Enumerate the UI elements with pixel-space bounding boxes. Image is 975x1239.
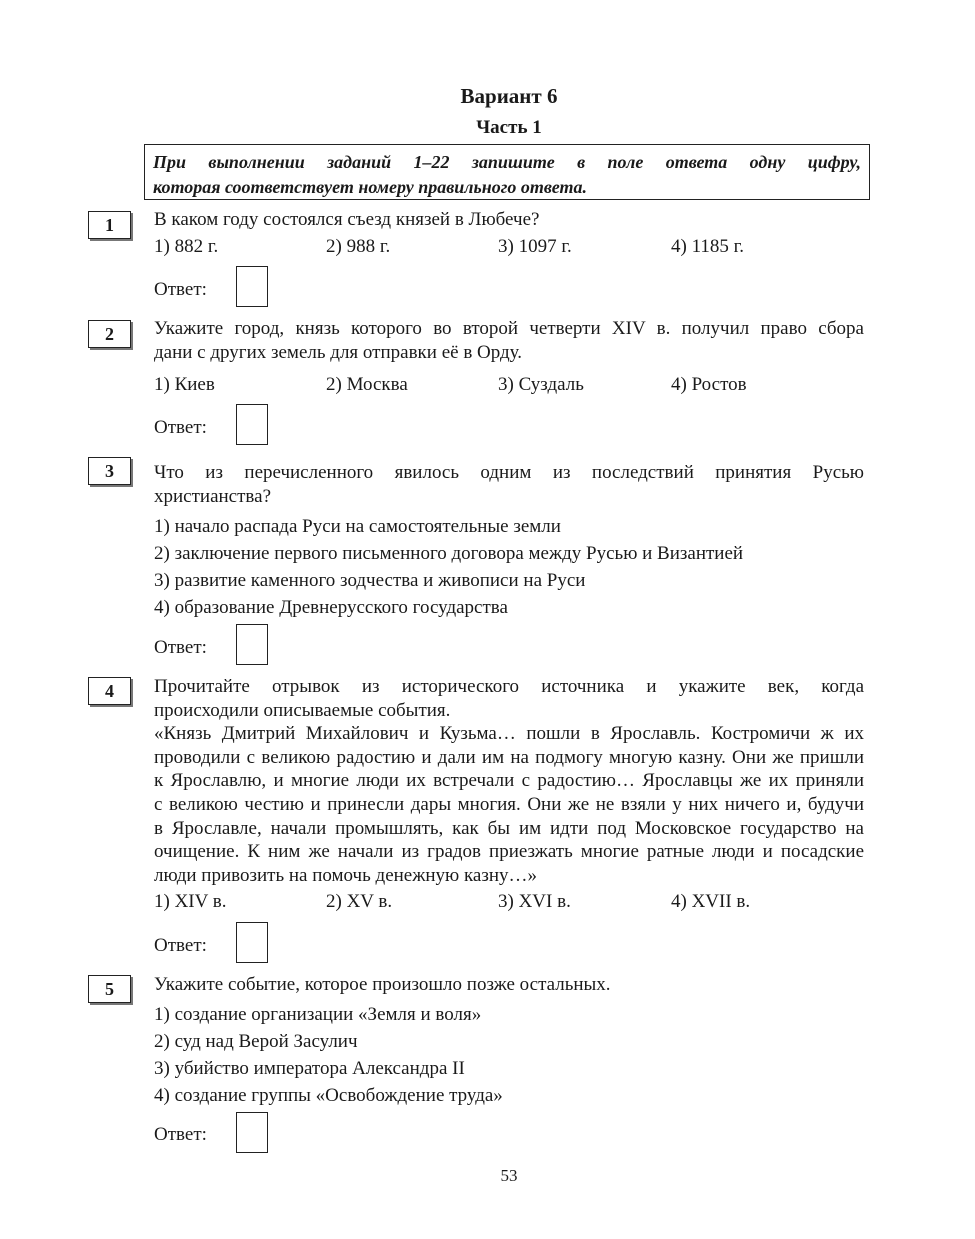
question-number: 5 [88, 975, 131, 1003]
answer-option: 4) образование Древнерусского государства [154, 597, 508, 618]
question-number: 3 [88, 457, 131, 485]
answer-box[interactable] [236, 1112, 268, 1153]
answer-option: 4) создание группы «Освобождение труда» [154, 1085, 503, 1106]
answer-label: Ответ: [154, 935, 207, 956]
answer-box[interactable] [236, 266, 268, 307]
answer-label: Ответ: [154, 417, 207, 438]
answer-option: 2) суд над Верой Засулич [154, 1031, 358, 1052]
question-text: Укажите город, князь которого во второй четверти XIV в. получил право сбора [154, 318, 864, 339]
question-text: дани с других земель для отправки её в Орду. [154, 342, 523, 363]
instruction-line-2: которая соответствует номеру правильного ответа. [153, 177, 587, 197]
answer-option: 4) Ростов [671, 374, 747, 395]
instruction-box [144, 144, 870, 200]
answer-option: 1) создание организации «Земля и воля» [154, 1004, 482, 1025]
page-number: 53 [500, 1166, 518, 1185]
answer-label: Ответ: [154, 279, 207, 300]
answer-option: 2) Москва [326, 374, 408, 395]
quote-text: в Ярославле, начали промышлять, как бы им идти под Московское государство на [154, 818, 864, 839]
answer-option: 1) XIV в. [154, 891, 227, 912]
question-text: Что из перечисленного явилось одним из последствий принятия Русью [154, 462, 864, 483]
answer-option: 3) Суздаль [498, 374, 584, 395]
answer-box[interactable] [236, 404, 268, 445]
question-text: Укажите событие, которое произошло позже остальных. [154, 974, 611, 995]
question-text: В каком году состоялся съезд князей в Любече? [154, 209, 540, 230]
quote-text: люди привозить на помочь денежную казну…» [154, 865, 538, 886]
answer-option: 2) заключение первого письменного договора между Русью и Византией [154, 543, 744, 564]
question-text: происходили описываемые события. [154, 700, 451, 721]
page-title: Вариант 6 [460, 84, 558, 108]
answer-option: 3) убийство императора Александра II [154, 1058, 465, 1079]
answer-box[interactable] [236, 624, 268, 665]
answer-option: 2) 988 г. [326, 236, 391, 257]
answer-option: 4) XVII в. [671, 891, 751, 912]
part-title: Часть 1 [476, 117, 542, 138]
question-number: 4 [88, 677, 131, 705]
answer-option: 3) развитие каменного зодчества и живописи на Руси [154, 570, 586, 591]
quote-text: проводили с великою радостию и дали им на подмогу многую казну. Они же пришли [154, 747, 864, 768]
answer-label: Ответ: [154, 1124, 207, 1145]
question-text: Прочитайте отрывок из исторического источника и укажите век, когда [154, 676, 864, 697]
question-number: 1 [88, 211, 131, 239]
quote-text: с великою честию и принесли дары многия. Они же не взяли у них ничего и, будучи [154, 794, 864, 815]
quote-text: к Ярославлю, и многие люди их встречали с радостию… Ярославцы же их приняли [154, 770, 864, 791]
answer-option: 4) 1185 г. [671, 236, 745, 257]
answer-option: 3) 1097 г. [498, 236, 572, 257]
answer-label: Ответ: [154, 637, 207, 658]
answer-option: 1) начало распада Руси на самостоятельные земли [154, 516, 561, 537]
quote-text: очищение. К ним же начали из градов приезжать многие ратные люди и посадские [154, 841, 864, 862]
answer-box[interactable] [236, 922, 268, 963]
answer-option: 1) 882 г. [154, 236, 219, 257]
instruction-line-1: При выполнении заданий 1–22 запишите в поле ответа одну цифру, [153, 152, 861, 172]
answer-option: 2) XV в. [326, 891, 393, 912]
answer-option: 1) Киев [154, 374, 215, 395]
question-text: христианства? [154, 486, 271, 507]
answer-option: 3) XVI в. [498, 891, 571, 912]
question-number: 2 [88, 320, 131, 348]
quote-text: «Князь Дмитрий Михайлович и Кузьма… пошли в Ярославль. Костромичи ж их [154, 723, 864, 744]
